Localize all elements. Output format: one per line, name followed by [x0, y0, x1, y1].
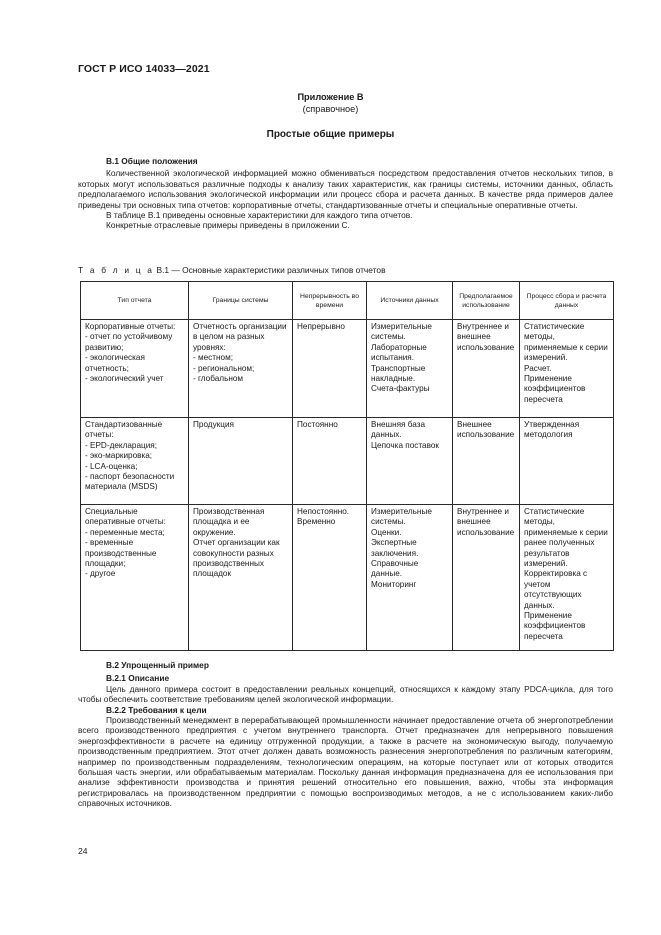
annex-heading: Простые общие примеры: [266, 129, 395, 140]
cell-line: - паспорт безопасности материала (MSDS): [85, 472, 175, 492]
cell-line: Цепочка поставок: [371, 440, 439, 450]
section-b2-2-heading: В.2.2 Требования к цели: [106, 704, 207, 715]
table-cell: [293, 418, 367, 505]
table-cell: [453, 320, 520, 418]
table-caption: [78, 265, 386, 275]
annex-subtitle: (справочное): [302, 104, 359, 114]
section-b2-1-heading: В.2.1 Описание: [106, 673, 170, 684]
header-intended-use: Предполагаемое использование: [453, 282, 520, 320]
cell-line: Транспортные накладные.: [371, 363, 426, 384]
section-b2-heading: В.2 Упрощенный пример: [106, 660, 209, 670]
header-collection-process: Процесс сбора и расчета данных: [520, 282, 614, 320]
cell-line: - экологическая отчетность;: [85, 353, 145, 373]
cell-line: Оценки.: [371, 527, 402, 537]
table-cell: [367, 418, 453, 505]
table-cell: [189, 505, 293, 651]
cell-line: - региональном;: [193, 363, 255, 373]
section-b1: [78, 156, 613, 231]
table-caption-prefix: Т а б л и ц а: [78, 265, 155, 275]
table-cell: [81, 505, 189, 651]
cell-line: Справочные данные.: [371, 559, 419, 579]
header-data-sources: Источники данных: [367, 282, 453, 320]
cell-line: - эко-маркировка;: [85, 451, 153, 461]
cell-line: - другое: [85, 569, 116, 579]
cell-line: Лабораторные испытания.: [371, 342, 427, 363]
cell-line: - LCA-оценка;: [85, 461, 138, 471]
cell-line: Корпоративные отчеты:: [85, 322, 176, 331]
cell-line: Внешняя база данных.: [371, 420, 426, 440]
table-header-row: [81, 282, 614, 320]
table-cell: [81, 320, 189, 418]
cell-line: Непрерывно: [297, 322, 345, 331]
header-system-boundaries: Границы системы: [189, 282, 293, 320]
table-cell: [520, 505, 614, 651]
cell-line: Продукция: [193, 420, 234, 429]
section-b2: [78, 660, 613, 809]
table-cell: [367, 505, 453, 651]
cell-line: Внутреннее и внешнее использование: [457, 507, 515, 537]
cell-line: Применение коэффициентов пересчета: [524, 374, 586, 404]
table-cell: [293, 505, 367, 651]
table-cell: [453, 505, 520, 651]
table-cell: [293, 320, 367, 418]
table-caption-text: В.1 — Основные характеристики различных типов отчетов: [156, 265, 386, 275]
cell-line: - местном;: [193, 353, 234, 363]
cell-line: Экспертные заключения.: [371, 538, 419, 558]
cell-line: Статистические методы, применяемые к серии ранее полученных результатов измерений.: [524, 507, 608, 569]
table-cell: [453, 418, 520, 505]
annex-title: Приложение В: [297, 92, 364, 102]
table-cell: [367, 320, 453, 418]
cell-line: Отчетность организации в целом на разных уровнях:: [193, 322, 287, 352]
cell-line: Мониторинг: [371, 579, 417, 589]
table-cell: [520, 320, 614, 418]
cell-line: Отчет организации как совокупности разных производственных площадок: [193, 538, 280, 579]
document-header: ГОСТ Р ИСО 14033—2021: [78, 63, 210, 75]
section-b1-paragraph-1: Количественной экологической информацией можно обмениваться посредством предоставления отчетов нескольких типов, в которых могут использоваться различные подходы к анализу таких характеристик, как границы системы, источники данных, область предполагаемого использования экологической информации или процесс сбора и расчета данных. В качестве ряда примеров далее приведены три основных типа отчетов: корпоративные отчеты, стандартизованные отчеты и специальные оперативные отчеты.: [78, 168, 613, 210]
table-row: [81, 320, 614, 418]
cell-line: Корректировка с учетом отсутствующих данных.: [524, 569, 588, 610]
cell-line: Внутреннее и внешнее использование: [457, 322, 515, 352]
cell-line: Постоянно: [297, 420, 338, 429]
cell-line: Расчет.: [524, 363, 552, 373]
cell-line: Счета-фактуры: [371, 384, 430, 394]
page-number: 24: [78, 846, 88, 856]
table-row: [81, 505, 614, 651]
cell-line: Стандартизованные отчеты:: [85, 420, 163, 440]
cell-line: - переменные места;: [85, 527, 165, 537]
section-b1-paragraph-3: Конкретные отраслевые примеры приведены в приложении С.: [106, 220, 350, 231]
cell-line: - EPD-декларация;: [85, 440, 157, 450]
section-b1-heading: В.1 Общие положения: [106, 156, 198, 166]
cell-line: - глобальном: [193, 374, 244, 384]
cell-line: Утвержденная методология: [524, 420, 580, 440]
cell-line: Измерительные системы.: [371, 507, 432, 527]
table-cell: [520, 418, 614, 505]
header-report-type: Тип отчета: [81, 282, 189, 320]
cell-line: - временные производственные площадки;: [85, 538, 157, 569]
cell-line: Внешнее использование: [457, 420, 515, 440]
cell-line: Непостоянно.: [297, 507, 350, 516]
cell-line: Специальные оперативные отчеты:: [85, 507, 166, 527]
cell-line: Применение коэффициентов пересчета: [524, 611, 586, 641]
cell-line: Статистические методы, применяемые к серии измерений.: [524, 322, 608, 363]
section-b2-2-text: Производственный менеджмент в перерабатывающей промышленности начинает предоставление отчета об энергопотреблении всего производственного предприятия с учетом внутреннего транспорта. Отчет предназначен для непрерывного повышения энергоэффективности в расчете на единицу отгруженной продукции, а также в расчете на экономическую выгоду, получаемую производственным предприятием. Этот отчет должен давать возможность разнесения энергопотребления по различным категориям, например по производственным подразделениям, технологическим операциям, на которые поступает или от которых отводится большая часть энергии, или обрабатываемым материалам. Поскольку данная информация предназначена для ее использования при анализе эффективности производства и принятия решений относительно его повышения, важно, чтобы эта информация регистрировалась на производственном предприятии с помощью воспроизводимых методов, а не с использованием каких-либо справочных источников.: [78, 715, 613, 809]
cell-line: - экологический учет: [85, 374, 164, 384]
table-cell: [81, 418, 189, 505]
section-b2-1-text: Цель данного примера состоит в предоставлении реальных концепций, относящихся к каждому этапу PDCA-цикла, для того чтобы обеспечить соответствие требованиям целей экологической информации.: [78, 683, 613, 705]
cell-line: Временно: [297, 517, 336, 527]
table-cell: [189, 320, 293, 418]
table-cell: [189, 418, 293, 505]
header-time-continuity: Непрерывность во времени: [293, 282, 367, 320]
table-row: [81, 418, 614, 505]
section-b1-paragraph-2: В таблице В.1 приведены основные характеристики для каждого типа отчетов.: [106, 210, 413, 221]
cell-line: - отчет по устойчивому развитию;: [85, 332, 173, 352]
cell-line: Производственная площадка и ее окружение.: [193, 507, 265, 537]
characteristics-table: [80, 281, 614, 651]
cell-line: Измерительные системы.: [371, 322, 432, 342]
